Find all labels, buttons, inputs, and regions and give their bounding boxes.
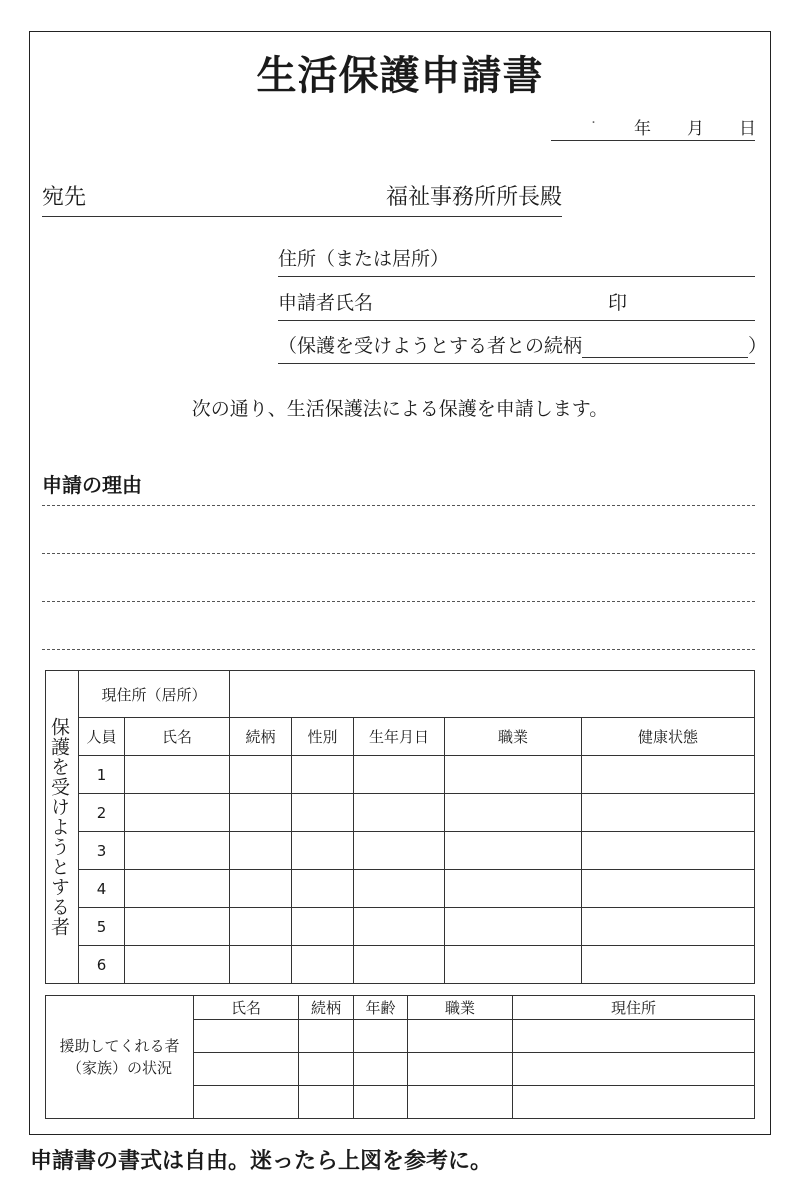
header-health: 健康状態 [582,718,755,756]
row-number: 5 [79,908,125,946]
current-address-label: 現住所（居所） [79,671,230,718]
table-cell[interactable] [230,946,292,984]
applicant-address-field[interactable] [278,238,755,277]
supporter-header-occupation: 職業 [408,996,513,1020]
table-cell[interactable] [445,832,582,870]
table-cell[interactable] [292,946,354,984]
relation-label: （保護を受けようとする者との続柄 [278,335,583,357]
table-cell[interactable] [292,832,354,870]
table-cell[interactable] [194,1020,299,1053]
table-cell[interactable] [299,1086,354,1119]
reason-line[interactable] [42,649,755,650]
date-dot: ･ [591,118,596,129]
table-row [46,946,755,984]
addressee-label: 宛先 [42,185,87,210]
table-cell[interactable] [513,1020,755,1053]
applicant-name-field[interactable] [278,282,755,321]
addressee-field[interactable] [42,178,562,217]
reason-line[interactable] [42,601,755,602]
application-statement: 次の通り、生活保護法による保護を申請します。 [191,398,609,420]
date-field[interactable] [551,114,755,141]
table-cell[interactable] [125,832,230,870]
table-cell[interactable] [354,1086,408,1119]
header-birthdate: 生年月日 [354,718,445,756]
date-day-label: 日 [739,119,756,139]
table-cell[interactable] [408,1086,513,1119]
table-cell[interactable] [292,870,354,908]
table-row [46,908,755,946]
header-members: 人員 [79,718,125,756]
seal-mark: 印 [608,292,628,314]
row-number: 2 [79,794,125,832]
recipients-side-label-cell [46,671,79,984]
table-cell[interactable] [513,1053,755,1086]
supporter-header-relation: 続柄 [299,996,354,1020]
row-number: 1 [79,756,125,794]
table-cell[interactable] [230,756,292,794]
table-cell[interactable] [230,794,292,832]
table-cell[interactable] [230,908,292,946]
table-cell[interactable] [408,1053,513,1086]
table-cell[interactable] [582,794,755,832]
table-cell[interactable] [445,870,582,908]
table-cell[interactable] [125,870,230,908]
table-cell[interactable] [354,870,445,908]
table-cell[interactable] [292,756,354,794]
table-row [46,756,755,794]
recipients-side-label: 保護を受けようとする者 [48,717,70,937]
table-cell[interactable] [125,946,230,984]
table-cell[interactable] [513,1086,755,1119]
table-cell[interactable] [230,870,292,908]
table-cell[interactable] [408,1020,513,1053]
reason-line[interactable] [42,505,755,506]
table-cell[interactable] [582,756,755,794]
reason-label: 申請の理由 [42,473,142,497]
footer-note: 申請書の書式は自由。迷ったら上図を参考に。 [30,1149,493,1174]
table-cell[interactable] [354,794,445,832]
table-cell[interactable] [292,794,354,832]
table-cell[interactable] [354,756,445,794]
date-month-label: 月 [687,119,704,139]
row-number: 3 [79,832,125,870]
table-cell[interactable] [354,832,445,870]
row-number: 6 [79,946,125,984]
header-relation: 続柄 [230,718,292,756]
table-cell[interactable] [445,908,582,946]
table-cell[interactable] [582,946,755,984]
table-row [46,832,755,870]
table-cell[interactable] [354,946,445,984]
recipients-table [45,670,755,984]
applicant-relation-field[interactable] [278,325,768,364]
table-cell[interactable] [582,832,755,870]
reason-line[interactable] [42,553,755,554]
table-cell[interactable] [299,1020,354,1053]
supporters-side-label-line1: 援助してくれる者 [59,1037,180,1055]
supporters-table [45,995,755,1119]
table-cell[interactable] [125,756,230,794]
table-cell[interactable] [582,908,755,946]
row-number: 4 [79,870,125,908]
supporters-side-label-line2: （家族）の状況 [66,1059,172,1077]
table-cell[interactable] [354,908,445,946]
applicant-address-label: 住所（または居所） [278,248,450,270]
date-year-label: 年 [634,119,651,139]
table-cell[interactable] [299,1053,354,1086]
table-cell[interactable] [582,870,755,908]
current-address-cell[interactable] [230,671,755,718]
form-title: 生活保護申請書 [256,53,544,99]
table-cell[interactable] [354,1020,408,1053]
table-cell[interactable] [354,1053,408,1086]
supporter-header-age: 年齢 [354,996,408,1020]
supporters-side-label-cell [46,996,194,1119]
table-cell[interactable] [194,1053,299,1086]
table-cell[interactable] [125,908,230,946]
supporter-header-address: 現住所 [513,996,755,1020]
table-cell[interactable] [445,756,582,794]
addressee-office: 福祉事務所所長殿 [385,185,562,210]
table-cell[interactable] [230,832,292,870]
table-row [46,870,755,908]
table-cell[interactable] [292,908,354,946]
relation-blank[interactable] [582,339,748,358]
supporter-header-name: 氏名 [194,996,299,1020]
table-cell[interactable] [445,794,582,832]
header-occupation: 職業 [445,718,582,756]
table-row [46,794,755,832]
table-cell[interactable] [194,1086,299,1119]
applicant-name-label: 申請者氏名 [278,292,374,314]
table-cell[interactable] [125,794,230,832]
relation-close: ） [748,335,768,357]
header-name: 氏名 [125,718,230,756]
header-sex: 性別 [292,718,354,756]
table-cell[interactable] [445,946,582,984]
